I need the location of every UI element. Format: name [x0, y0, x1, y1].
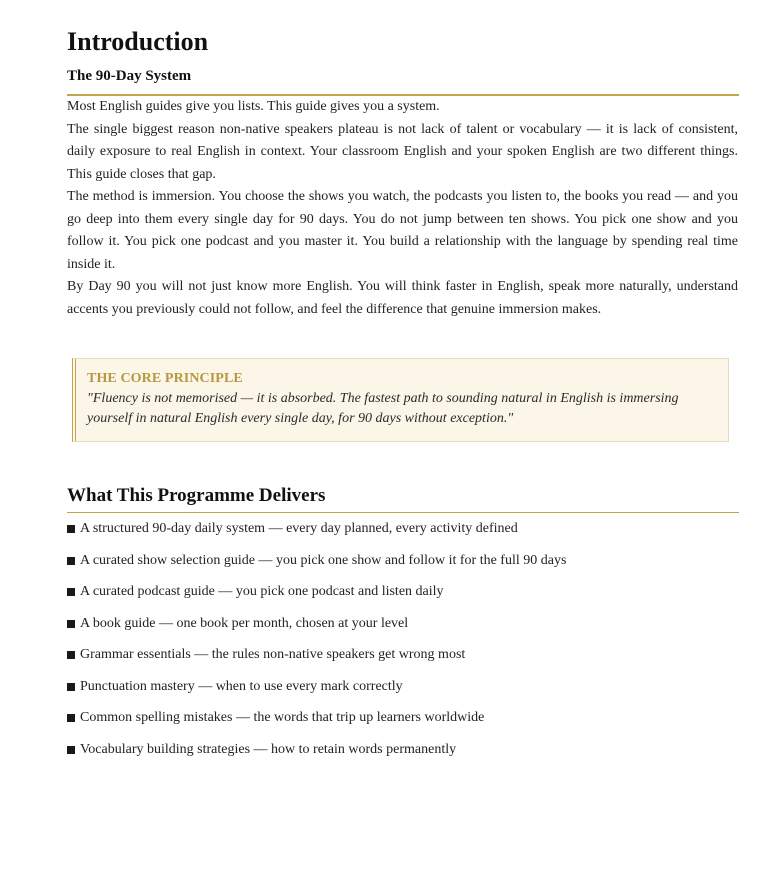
- intro-paragraph-2: The single biggest reason non-native speakers plateau is not lack of talent or vocabulary — it is lack of consistent, daily exposure to real English in context. Your classroom English and your spoken English are two different things. This guide closes that gap.: [67, 121, 738, 182]
- callout-label: THE CORE PRINCIPLE: [87, 371, 243, 386]
- list-item-text: Grammar essentials — the rules non-native speakers get wrong most: [80, 647, 466, 662]
- page-title: Introduction: [67, 27, 209, 56]
- core-principle-callout: [72, 358, 729, 442]
- intro-paragraph-4: By Day 90 you will not just know more English. You will think faster in English, speak more naturally, understand accents you previously could not follow, and feel the difference that genuine immersion makes.: [67, 279, 738, 317]
- list-item-text: A book guide — one book per month, chosen at your level: [80, 615, 409, 631]
- list-item: [67, 551, 738, 571]
- section-divider: [67, 512, 739, 513]
- list-item: [67, 582, 738, 602]
- list-item: [67, 519, 738, 539]
- square-bullet-icon: [67, 746, 75, 754]
- list-item: [67, 645, 738, 665]
- list-item-text: A structured 90-day daily system — every day planned, every activity defined: [80, 521, 518, 536]
- square-bullet-icon: [67, 588, 75, 596]
- intro-paragraph-3: The method is immersion. You choose the shows you watch, the podcasts you listen to, the books you read — and you go deep into them every single day for 90 days. You do not jump between ten shows. You pick one show and you follow it. You pick one podcast and you master it. You build a relationship with the language by spending real time inside it.: [67, 189, 738, 272]
- square-bullet-icon: [67, 620, 75, 628]
- callout-quote: "Fluency is not memorised — it is absorbed. The fastest path to sounding natural in English is immersing yourself in natural English every single day, for 90 days without exception.": [87, 391, 679, 426]
- list-item-text: Common spelling mistakes — the words that trip up learners worldwide: [80, 710, 485, 725]
- list-item: [67, 614, 738, 634]
- list-item: [67, 677, 738, 697]
- list-item-text: Vocabulary building strategies — how to retain words permanently: [80, 741, 457, 757]
- square-bullet-icon: [67, 557, 75, 565]
- square-bullet-icon: [67, 651, 75, 659]
- section-heading: What This Programme Delivers: [67, 485, 326, 506]
- square-bullet-icon: [67, 525, 75, 533]
- list-item: [67, 740, 738, 760]
- list-item-text: A curated show selection guide — you pick one show and follow it for the full 90 days: [80, 552, 567, 568]
- deliverables-list: [67, 519, 738, 760]
- page-subtitle: The 90-Day System: [67, 68, 192, 84]
- square-bullet-icon: [67, 683, 75, 691]
- list-item-text: A curated podcast guide — you pick one podcast and listen daily: [80, 584, 444, 599]
- intro-paragraph-1: Most English guides give you lists. This guide gives you a system.: [67, 99, 440, 114]
- square-bullet-icon: [67, 714, 75, 722]
- list-item-text: Punctuation mastery — when to use every mark correctly: [80, 678, 403, 694]
- list-item: [67, 708, 738, 728]
